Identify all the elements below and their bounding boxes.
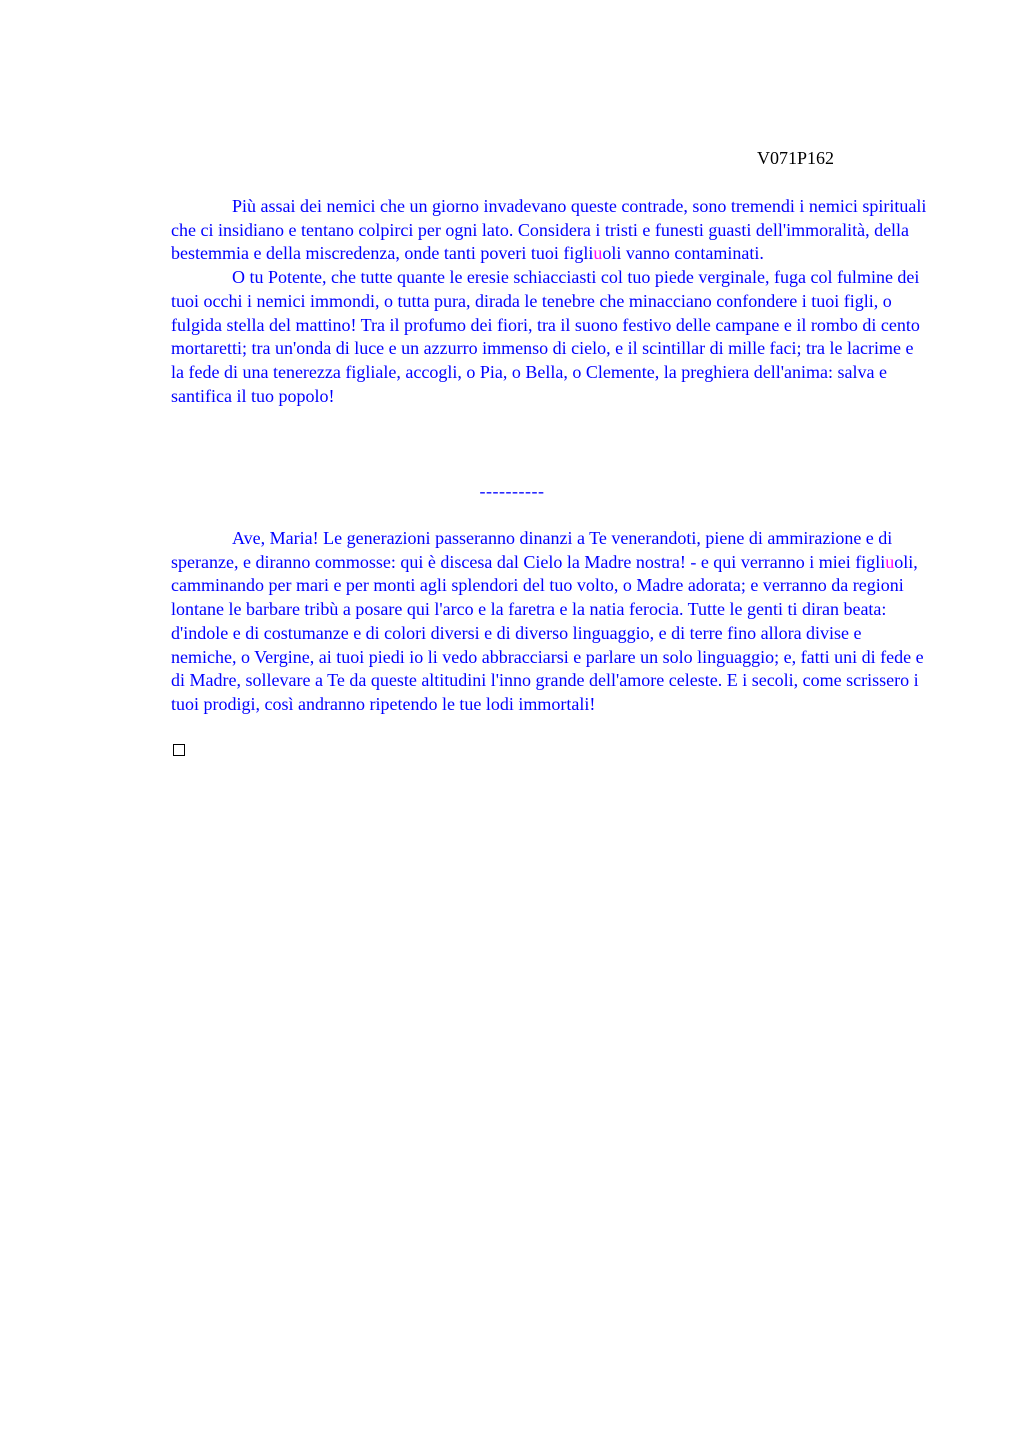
paragraph-3-text-b: oli, camminando per mari e per monti agli splendori del tuo volto, o Madre adorata; e verranno da regioni lontane le barbare tribù a posare qui l'arco e la faretra e la natia ferocia. Tutte le genti ti diran beata: d'indole e di costumanze e di colori diversi e di diverso linguaggio, e di terre fino allora divise e nemiche, o Vergine, ai tuoi piedi io li vedo abbracciarsi e parlare un solo linguaggio; e, fatti uni di fede e di Madre, sollevare a Te da queste altitudini l'inno grande dell'amore celeste. E i secoli, come scrissero i tuoi prodigi, così andranno ripetendo le tue lodi immortali! xyxy=(171,551,924,714)
section-separator: ---------- xyxy=(479,481,545,501)
text-block-1 xyxy=(171,195,927,408)
paragraph-1 xyxy=(171,195,927,266)
highlighted-letter: u xyxy=(885,551,895,572)
highlighted-letter: u xyxy=(593,243,603,264)
paragraph-3 xyxy=(171,527,927,717)
paragraph-2: O tu Potente, che tutte quante le eresie schiacciasti col tuo piede verginale, fuga col fulmine dei tuoi occhi i nemici immondi, o tutta pura, dirada le tenebre che minacciano confondere i tuoi figli, o fulgida stella del mattino! Tra il profumo dei fiori, tra il suono festivo delle campane e il rombo di cento mortaretti; tra un'onda di luce e un azzurro immenso di cielo, e il scintillar di mille faci; tra le lacrime e la fede di una tenerezza figliale, accogli, o Pia, o Bella, o Clemente, la preghiera dell'anima: salva e santifica il tuo popolo! xyxy=(171,267,920,406)
page-code: V071P162 xyxy=(757,148,835,168)
paragraph-1-text-b: oli vanno contaminati. xyxy=(602,243,764,264)
text-block-2 xyxy=(171,527,927,717)
paragraph-3-text-a: Ave, Maria! Le generazioni passeranno dinanzi a Te venerandoti, piene di ammirazione e di speranze, e diranno commosse: qui è discesa dal Cielo la Madre nostra! - e qui verranno i miei figli xyxy=(171,528,893,572)
paragraph-1-text-a: Più assai dei nemici che un giorno invadevano queste contrade, sono tremendi i nemici spirituali che ci insidiano e tentano colpirci per ogni lato. Considera i tristi e funesti guasti dell'immoralità, della bestemmia e della miscredenza, onde tanti poveri tuoi figli xyxy=(171,196,927,264)
empty-square-icon xyxy=(173,744,185,756)
